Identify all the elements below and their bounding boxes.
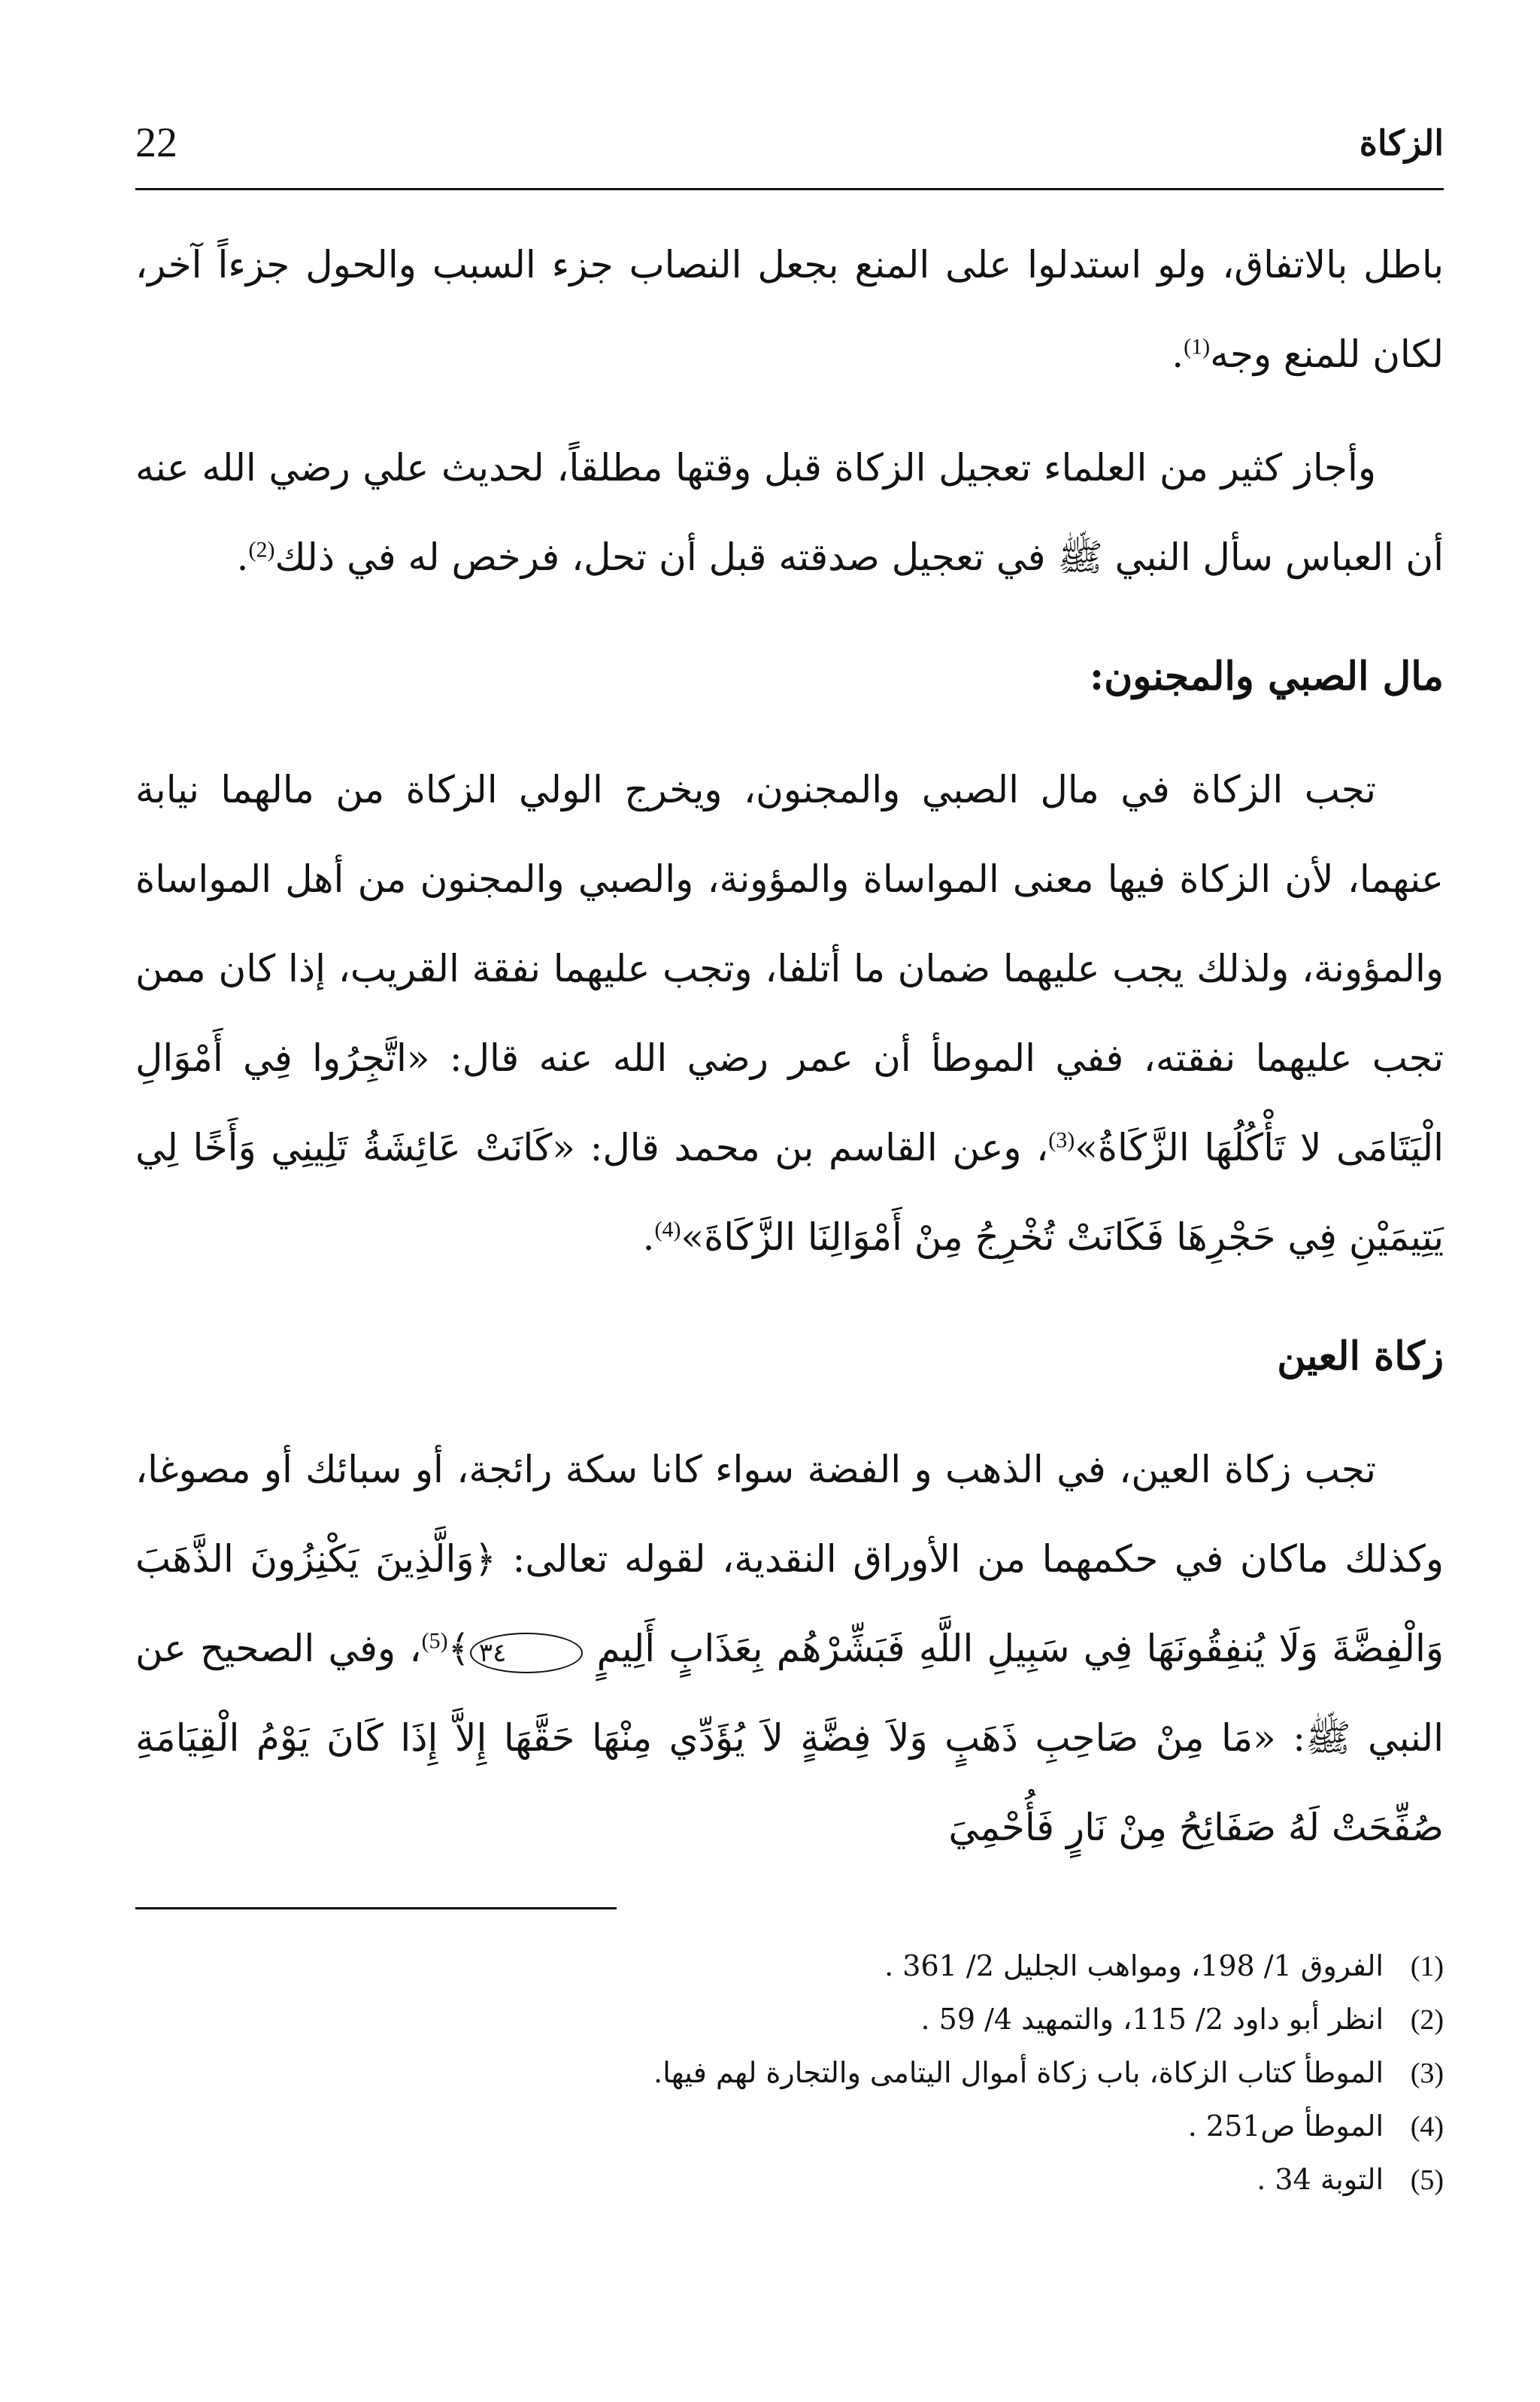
paragraph-2-end: .: [236, 535, 249, 579]
paragraph-2: [135, 423, 1444, 602]
section-heading-zakat-al-ayn: زكاة العين: [1277, 1333, 1444, 1379]
paragraph-4: [135, 1425, 1444, 1873]
paragraph-3-text-b: ، وعن القاسم بن محمد قال:: [590, 1126, 1049, 1169]
footnote-ref-1[interactable]: (1): [1184, 334, 1211, 359]
footnote-item: [135, 2153, 1444, 2206]
ayah-number-marker: ٣٤: [470, 1633, 584, 1673]
running-title: الزكاة: [1359, 123, 1444, 163]
paragraph-3-text-a: تجب الزكاة في مال الصبي والمجنون، ويخرج الولي الزكاة من مالهما نيابة عنهما، لأن الزكاة فيها معنى المواساة والمؤونة، والصبي والمجنون من أهل المواساة والمؤونة، ولذلك يجب عليهما ضمان ما أتلفا، وتجب عليهما نفقة القريب، إذا كان ممن تجب عليهما نفقته، ففي الموطأ أن عمر رضي الله عنه قال:: [135, 768, 1444, 1080]
section-heading-minor-property: مال الصبي والمجنون:: [1089, 654, 1444, 699]
paragraph-3: [135, 745, 1444, 1282]
footnote-item: [135, 2046, 1444, 2100]
paragraph-2-text: وأجاز كثير من العلماء تعجيل الزكاة قبل وقتها مطلقاً، لحديث علي رضي الله عنه أن العباس سأل النبي ﷺ في تعجيل صدقته قبل أن تحل، فرخص له في ذلك: [135, 446, 1444, 579]
footnote-rule: [135, 1907, 617, 1909]
footnote-number: (2): [1410, 2004, 1444, 2036]
page: [135, 105, 1444, 2206]
footnote-text: التوبة 34 .: [1257, 2163, 1384, 2196]
quran-verse: ﴿وَالَّذِينَ يَكْنِزُونَ الذَّهَبَ وَالْفِضَّةَ وَلَا يُنفِقُونَهَا فِي سَبِيلِ اللَّهِ فَبَشِّرْهُم بِعَذَابٍ أَلِيمٍ: [135, 1537, 1444, 1670]
footnote-text: الموطأ ص251 .: [1187, 2109, 1384, 2143]
footnote-ref-4[interactable]: (4): [654, 1217, 681, 1242]
footnote-number: (1): [1410, 1951, 1444, 1982]
hadith-quote: «مَا مِنْ صَاحِبِ ذَهَبٍ وَلاَ فِضَّةٍ لاَ يُؤَدِّي مِنْهَا حَقَّهَا إِلاَّ إِذَا كَانَ يَوْمُ الْقِيَامَةِ صُفِّحَتْ لَهُ صَفَائِحُ مِنْ نَارٍ فَأُحْمِيَ: [135, 1716, 1444, 1849]
footnote-item: [135, 1993, 1444, 2046]
footnote-ref-2[interactable]: (2): [248, 537, 275, 563]
athar-quote-aisha: «كَانَتْ عَائِشَةُ تَلِينِي وَأَخًا لِي يَتِيمَيْنِ فِي حَجْرِهَا فَكَانَتْ تُخْرِجُ مِنْ أَمْوَالِنَا الزَّكَاةَ»: [135, 1126, 1444, 1259]
footnote-item: [135, 1939, 1444, 1993]
quran-close-bracket: ﴾: [447, 1627, 470, 1670]
footnote-text: انظر أبو داود 2/ 115، والتمهيد 4/ 59 .: [920, 2003, 1384, 2036]
footnote-ref-3[interactable]: (3): [1048, 1127, 1075, 1153]
page-header: [135, 105, 1444, 180]
main-text: [135, 220, 1444, 1873]
header-rule: [135, 188, 1444, 190]
footnote-text: الموطأ كتاب الزكاة، باب زكاة أموال اليتامى والتجارة لهم فيها.: [653, 2056, 1384, 2089]
paragraph-1-text: باطل بالاتفاق، ولو استدلوا على المنع بجعل النصاب جزء السبب والحول جزءاً آخر، لكان للمنع وجه: [135, 243, 1444, 376]
paragraph-4-text-b: ، وفي الصحيح عن النبي ﷺ:: [135, 1627, 1444, 1760]
footnote-number: (3): [1410, 2058, 1444, 2089]
footnote-number: (5): [1410, 2164, 1444, 2196]
paragraph-1-end: .: [1172, 332, 1184, 376]
athar-quote-umar: «اتَّجِرُوا فِي أَمْوَالِ الْيَتَامَى لا تَأْكُلُهَا الزَّكَاةُ»: [135, 1036, 1444, 1169]
footnote-text: الفروق 1/ 198، ومواهب الجليل 2/ 361 .: [884, 1949, 1384, 1982]
page-number: 22: [135, 120, 177, 166]
footnote-item: [135, 2100, 1444, 2153]
footnotes: [135, 1939, 1444, 2206]
paragraph-4-text-a: تجب زكاة العين، في الذهب و الفضة سواء كانا سكة رائجة، أو سبائك أو مصوغا، وكذلك ماكان في حكمهما من الأوراق النقدية، لقوله تعالى:: [135, 1448, 1444, 1581]
paragraph-3-end: .: [642, 1215, 655, 1259]
paragraph-1: [135, 220, 1444, 399]
footnote-ref-5[interactable]: (5): [421, 1628, 448, 1654]
footnote-number: (4): [1410, 2111, 1444, 2143]
